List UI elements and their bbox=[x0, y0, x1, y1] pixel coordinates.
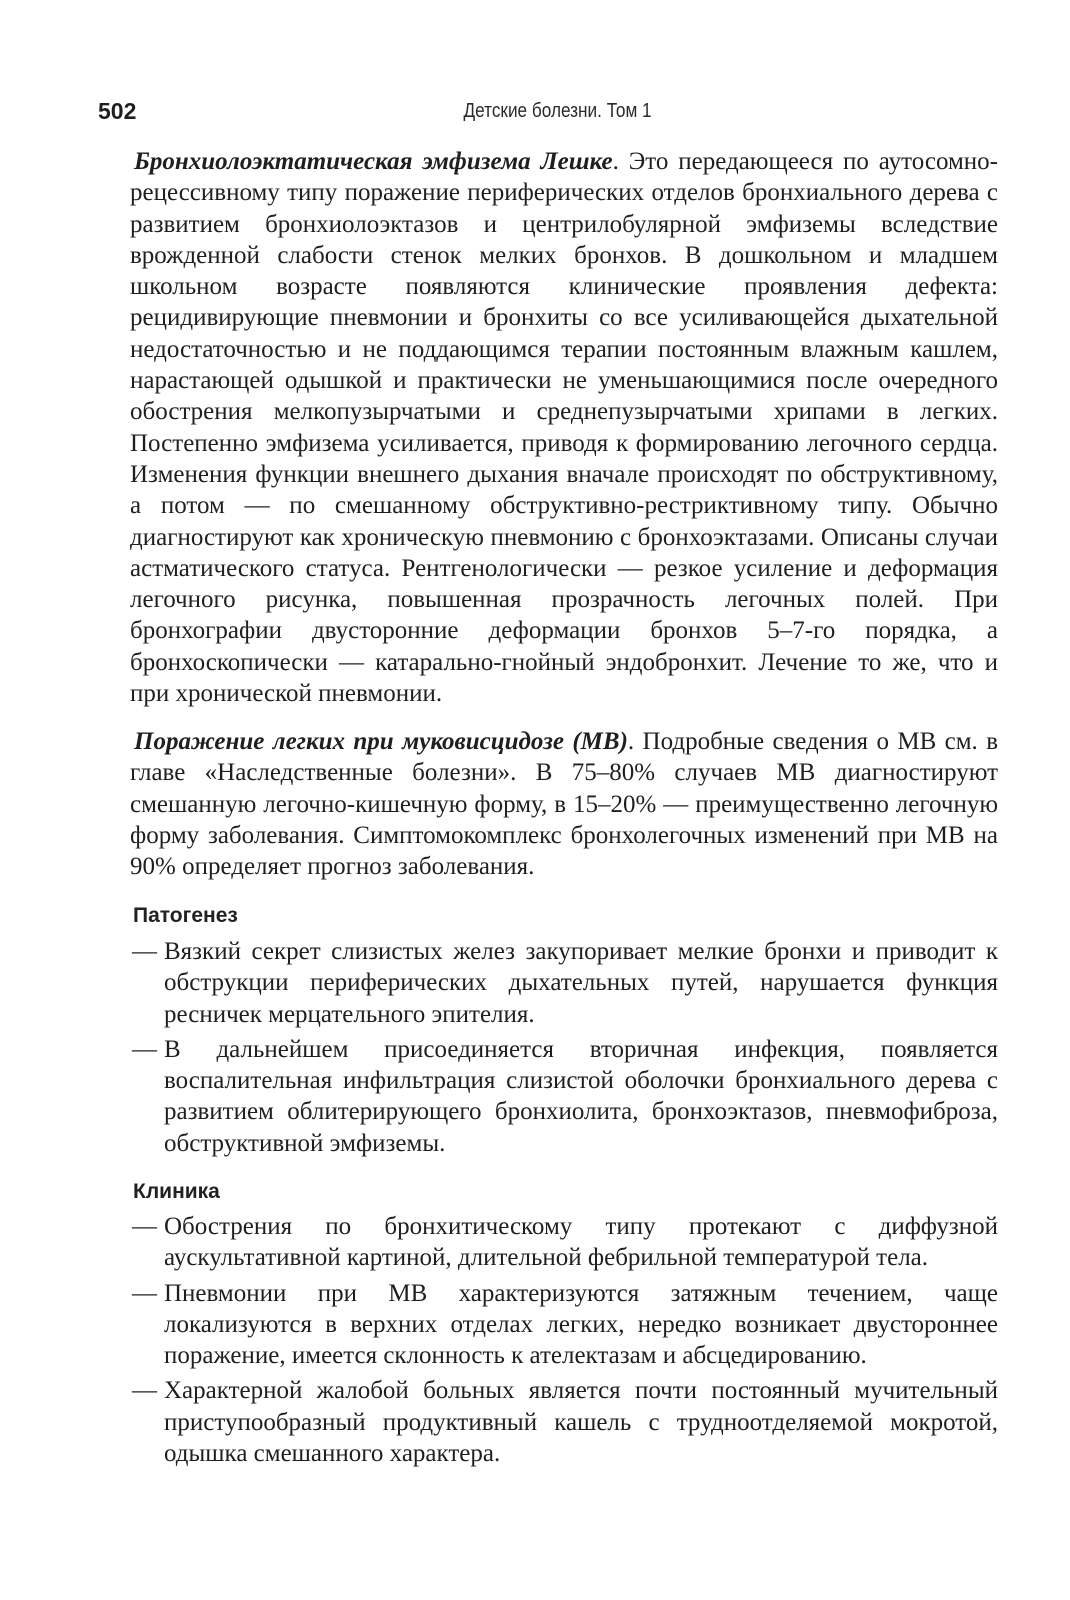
bullet-dash: — bbox=[132, 938, 157, 965]
page-number: 502 bbox=[98, 98, 137, 124]
running-header bbox=[98, 98, 1012, 132]
bullet-dash: — bbox=[132, 1035, 157, 1063]
book-title: Детские болезни. Том 1 bbox=[463, 100, 652, 122]
bullet-dash: — bbox=[132, 1279, 157, 1307]
section-heading-clinic: Клиника bbox=[133, 1180, 220, 1203]
list-item bbox=[130, 1211, 998, 1274]
paragraph bbox=[130, 146, 998, 709]
paragraph-cystic-fibrosis bbox=[130, 726, 998, 882]
paragraph bbox=[130, 726, 998, 882]
bullet-dash: — bbox=[132, 1213, 157, 1240]
list-item-text: Пневмонии при МВ характеризуются затяжным течением, чаще локализуются в верхних отделах легких, нередко возникает двустороннее поражение, имеется склонность к ателектазам и абсцедированию. bbox=[164, 1279, 998, 1370]
list-item bbox=[130, 1278, 998, 1372]
paragraph-lead: Поражение легких при муковисцидозе (МВ) bbox=[134, 728, 628, 755]
list-item bbox=[130, 1034, 998, 1159]
paragraph-leshke-emphysema bbox=[130, 146, 998, 709]
clinic-list bbox=[130, 1211, 998, 1473]
pathogenesis-list bbox=[130, 936, 998, 1163]
paragraph-lead: Бронхиолоэктатическая эмфизема Лешке bbox=[134, 148, 613, 175]
bullet-dash: — bbox=[132, 1377, 157, 1405]
list-item-text: В дальнейшем присоединяется вторичная инфекция, появляется воспалительная инфильтрация слизистой оболочки бронхиального дерева с развитием облитерирующего бронхиолита, бронхоэктазов, пневмофиброза, обструктивной эмфиземы. bbox=[164, 1035, 998, 1157]
list-item-text: Вязкий секрет слизистых желез закупоривает мелкие бронхи и приводит к обструкции периферических дыхательных путей, нарушается функция ресничек мерцательного эпителия. bbox=[164, 938, 998, 1028]
paragraph-text: . Подробные сведения о МВ см. в главе «Наследственные болезни». В 75–80% случаев МВ диагностируют смешанную легочно-кишечную форму, в 15–20% — преимущественно легочную форму заболевания. Симптомокомплекс бронхолегочных изменений при МВ на 90% определяет прогноз заболевания. bbox=[130, 728, 998, 881]
list-item-text: Характерной жалобой больных является почти постоянный мучительный приступообразный продуктивный кашель с трудноотделяемой мокротой, одышка смешанного характера. bbox=[164, 1377, 998, 1468]
list-item bbox=[130, 936, 998, 1030]
section-heading-pathogenesis: Патогенез bbox=[133, 904, 238, 927]
list-item-text: Обострения по бронхитическому типу протекают с диффузной аускультативной картиной, длительной фебрильной температурой тела. bbox=[164, 1213, 998, 1272]
list-item bbox=[130, 1375, 998, 1469]
paragraph-text: . Это передающееся по аутосомно-рецессивному типу поражение периферических отделов бронхиального дерева с развитием бронхиолоэктазов и центрилобулярной эмфиземы вследствие врожденной слабости стенок мелких бронхов. В дошкольном и младшем школьном возрасте появляются клинические проявления дефекта: рецидивирующие пневмонии и бронхиты со все усиливающейся дыхательной недостаточностью и не поддающимся терапии постоянным влажным кашлем, нарастающей одышкой и практически не уменьшающимися после очередного обострения мелкопузырчатыми и среднепузырчатыми хрипами в легких. Постепенно эмфизема усиливается, приводя к формированию легочного сердца. Изменения функции внешнего дыхания вначале происходят по обструктивному, а потом — по смешанному обструктивно-рестриктивному типу. Обычно диагностируют как хроническую пневмонию с бронхоэктазами. Описаны случаи астматического статуса. Рентгенологически — резкое усиление и деформация легочного рисунка, повышенная прозрачность легочных полей. При бронхографии двусторонние деформации бронхов 5–7-го порядка, а бронхоскопически — катарально-гнойный эндобронхит. Лечение то же, что и при хронической пневмонии. bbox=[130, 148, 998, 708]
